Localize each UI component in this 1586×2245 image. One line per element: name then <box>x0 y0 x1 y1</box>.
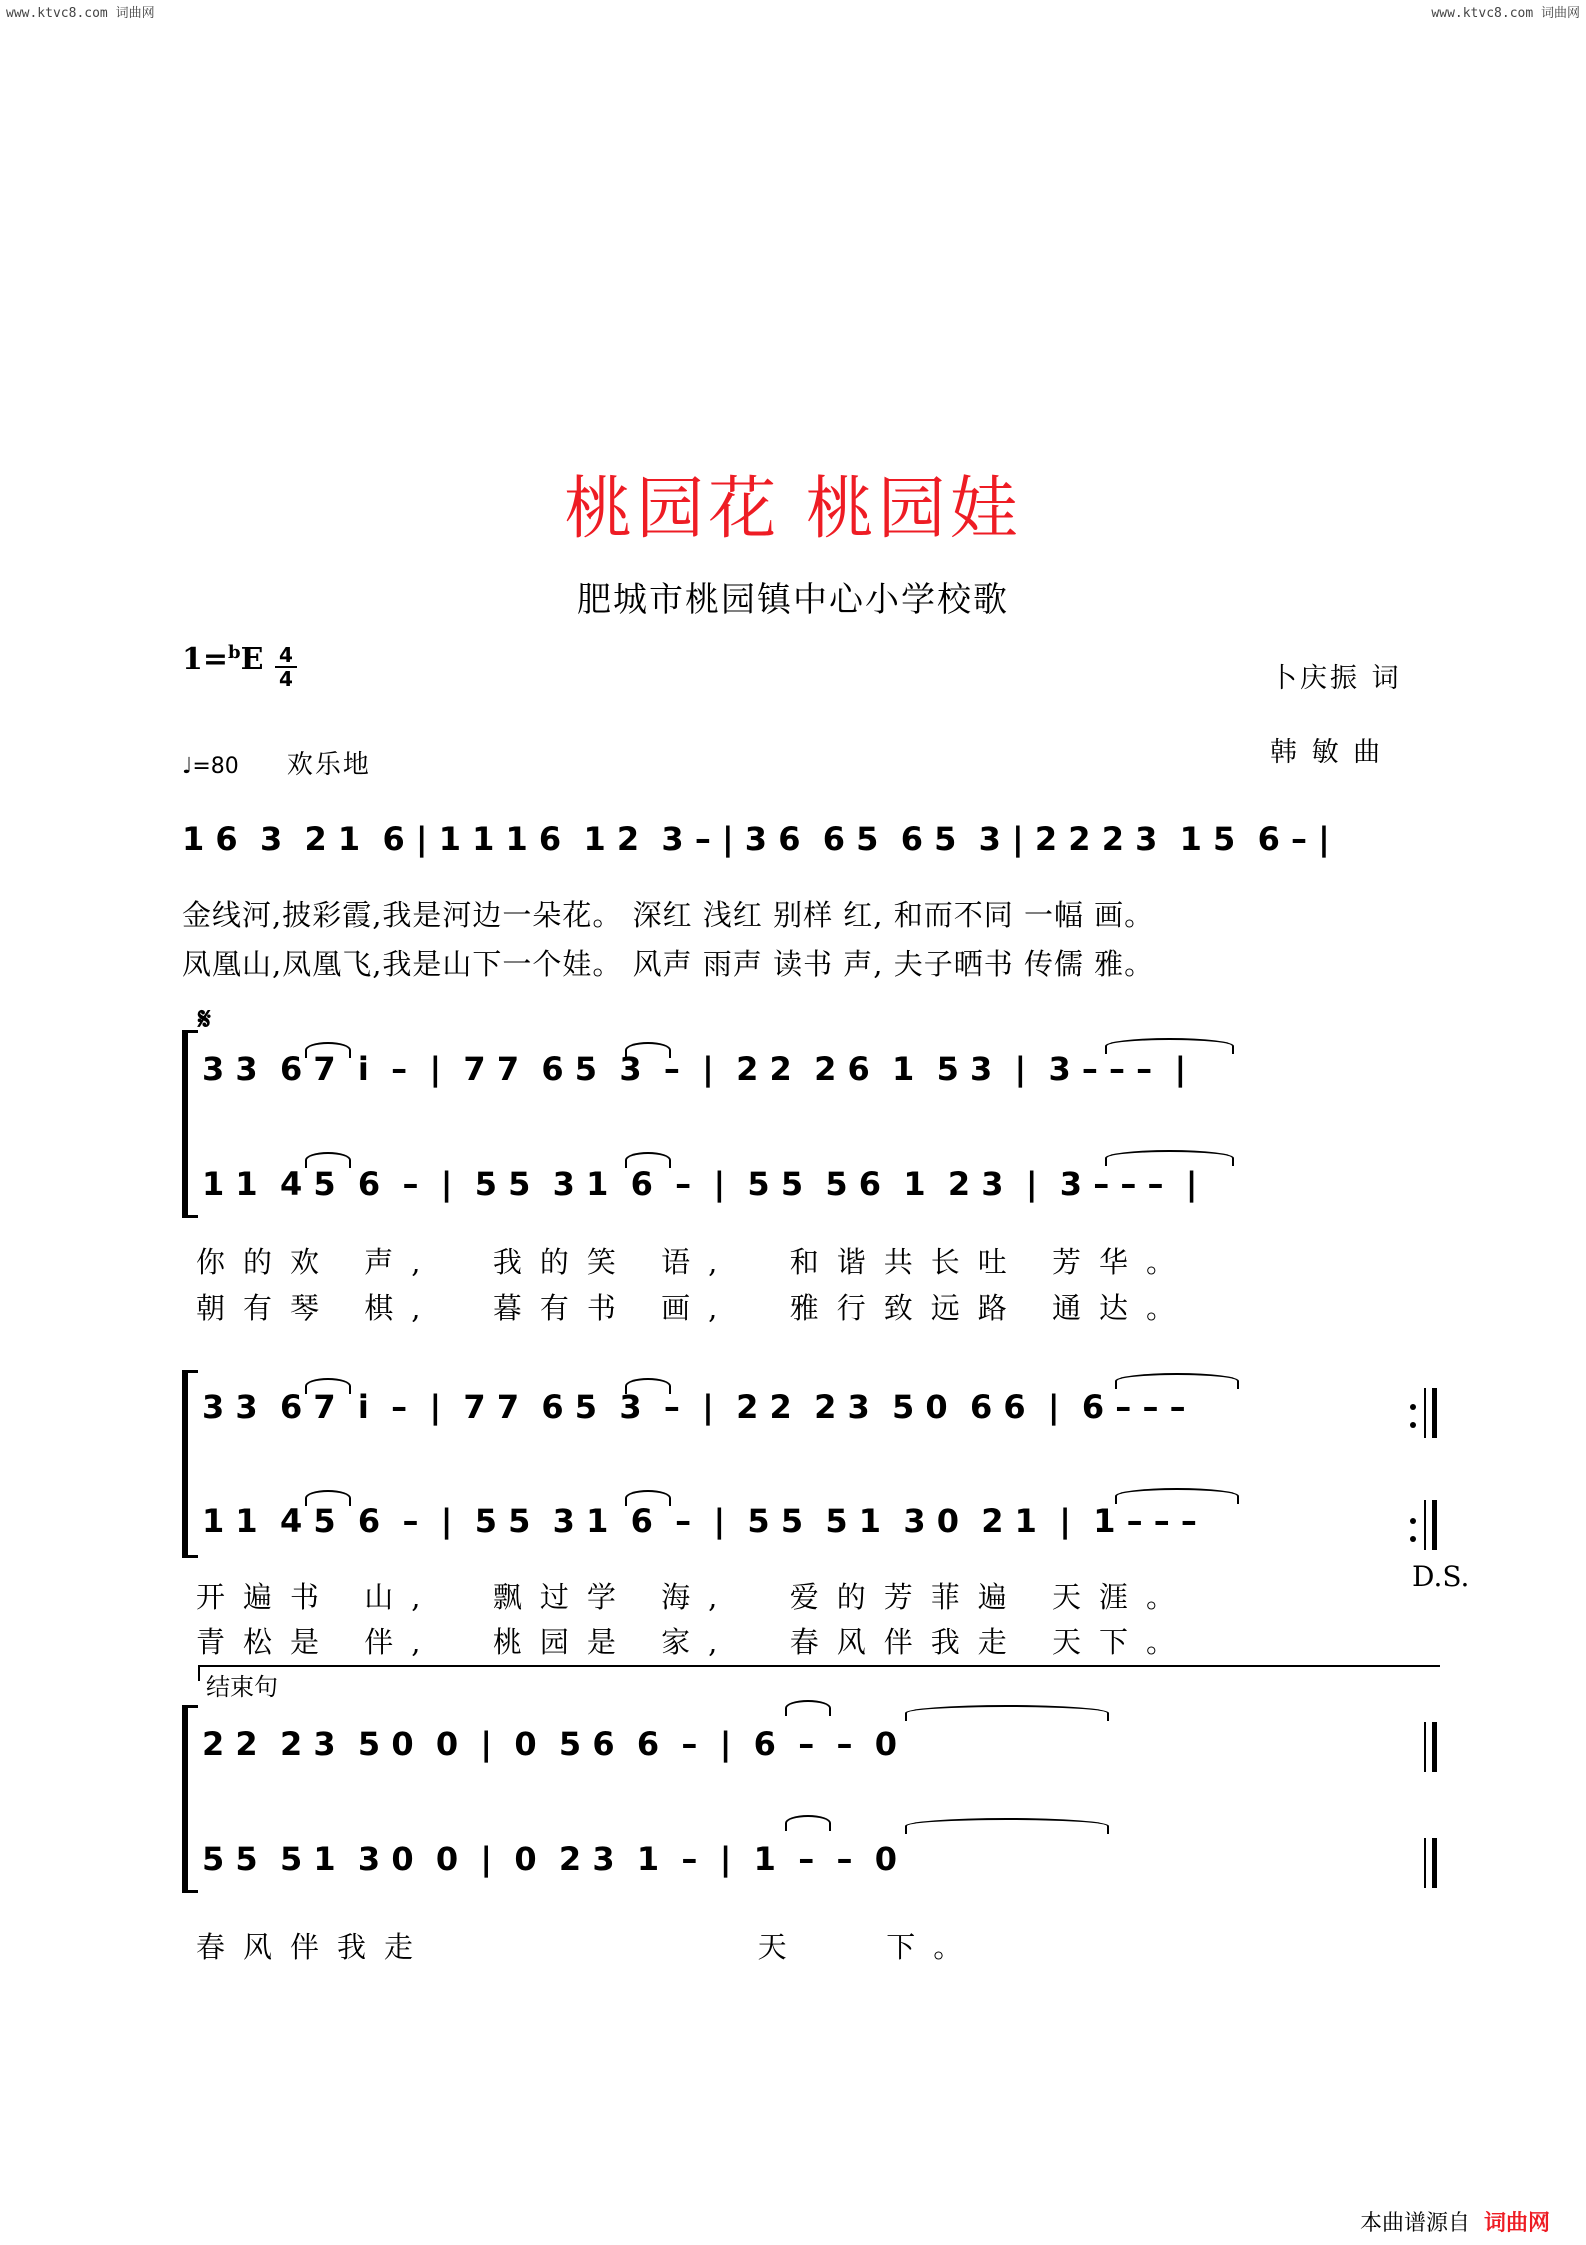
line3-lyrics-verse1: 开遍书 山, 飘过学 海, 爱的芳菲遍 天涯。 <box>196 1580 1193 1614</box>
tie-slur <box>1115 1373 1239 1389</box>
line2-upper-notes: 3 3 6 7 i – | 7 7 6 5 3 – | 2 2 2 6 1 5 3 | 3 – – – | <box>202 1050 1187 1088</box>
line1-notes: 1 6 3 2 1 6 | 1 1 1 6 1 2 3 – | 3 6 6 5 6 5 3 | 2 2 2 3 1 5 6 – | <box>182 820 1330 858</box>
system-bracket <box>182 1030 188 1218</box>
ending-upper-notes: 2 2 2 3 5 0 0 | 0 5 6 6 – | 6 – – 0 <box>202 1725 898 1763</box>
line1-lyrics-verse1: 金线河,披彩霞,我是河边一朵花。 深红 浅红 别样 红, 和而不同 一幅 画。 <box>182 898 1155 932</box>
ending-bracket <box>198 1665 1440 1681</box>
key-note: E <box>240 642 264 677</box>
key-prefix: 1= <box>182 642 229 677</box>
footer-source-text: 本曲谱源自 <box>1359 2211 1470 2236</box>
line1-lyrics-verse2: 凤凰山,凤凰飞,我是山下一个娃。 风声 雨声 读书 声, 夫子晒书 传儒 雅。 <box>182 947 1155 981</box>
ending-lower-notes: 5 5 5 1 3 0 0 | 0 2 3 1 – | 1 – – 0 <box>202 1840 898 1878</box>
line3-lower-notes: 1 1 4 5 6 – | 5 5 3 1 6 – | 5 5 5 1 3 0 2 1 | 1 – – – <box>202 1502 1197 1540</box>
flat-sign: b <box>228 642 241 663</box>
tie-slur <box>905 1705 1109 1721</box>
lyricist-credit: 卜庆振 词 <box>1270 663 1402 694</box>
system-bracket <box>182 1705 188 1893</box>
system-bracket <box>182 1370 188 1558</box>
tie-slur <box>905 1818 1109 1834</box>
tempo-bpm: ♩=80 <box>182 754 239 779</box>
time-signature <box>275 645 297 689</box>
tempo-marking <box>182 744 371 781</box>
time-sig-bottom: 4 <box>279 667 293 691</box>
tie-slur <box>785 1815 831 1831</box>
watermark-right: www.ktvc8.com 词曲网 <box>1431 6 1580 21</box>
line2-lower-notes: 1 1 4 5 6 – | 5 5 3 1 6 – | 5 5 5 6 1 2 3 | 3 – – – | <box>202 1165 1198 1203</box>
line2-lyrics-verse1: 你的欢 声, 我的笑 语, 和谐共长吐 芳华。 <box>196 1245 1193 1279</box>
key-signature <box>182 642 263 677</box>
segno-sign: 𝄋 <box>198 1002 211 1037</box>
song-subtitle: 肥城市桃园镇中心小学校歌 <box>577 580 1009 620</box>
ending-label: 结束句 <box>206 1673 278 1701</box>
ending-lyrics: 春风伴我走 天 下。 <box>196 1930 981 1964</box>
footer-site-logo[interactable]: 词曲网 <box>1483 2211 1550 2236</box>
time-sig-top: 4 <box>279 643 293 667</box>
tie-slur <box>785 1700 831 1716</box>
song-title: 桃园花 桃园娃 <box>564 470 1022 549</box>
watermark-left: www.ktvc8.com 词曲网 <box>6 6 155 21</box>
line2-lyrics-verse2: 朝有琴 棋, 暮有书 画, 雅行致远路 通达。 <box>196 1291 1193 1325</box>
expression-mark: 欢乐地 <box>286 750 371 780</box>
footer-credit <box>1360 2206 1550 2237</box>
tie-slur <box>1105 1150 1234 1166</box>
composer-credit: 韩 敏 曲 <box>1270 737 1384 768</box>
dal-segno: D.S. <box>1412 1560 1470 1593</box>
line3-lyrics-verse2: 青松是 伴, 桃园是 家, 春风伴我走 天下。 <box>196 1625 1193 1659</box>
line3-upper-notes: 3 3 6 7 i – | 7 7 6 5 3 – | 2 2 2 3 5 0 6 6 | 6 – – – <box>202 1388 1186 1426</box>
